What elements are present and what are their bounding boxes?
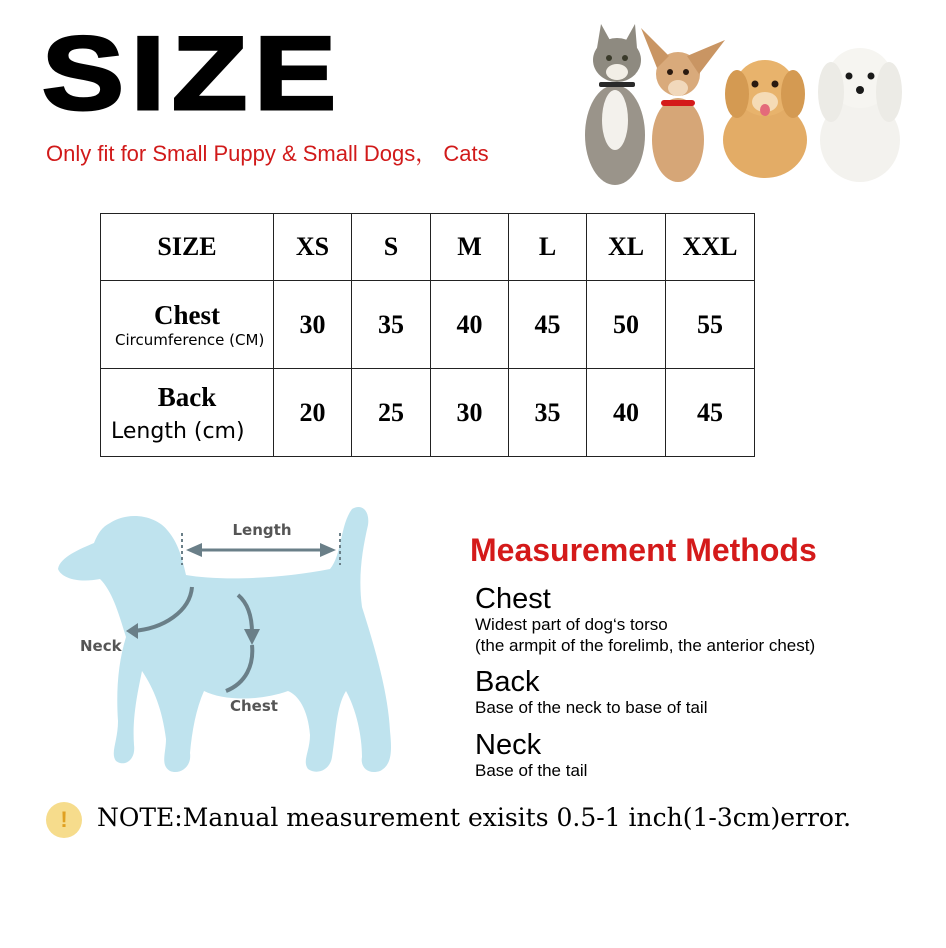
row-label-sub: Circumference (CM) xyxy=(115,331,265,349)
page-title: SIZE xyxy=(42,16,344,132)
row-label-main: Chest xyxy=(154,300,220,330)
chihuahua-image xyxy=(641,28,725,182)
method-heading: Back xyxy=(475,666,540,698)
method-text: Base of the neck to base of tail xyxy=(475,698,708,717)
table-row xyxy=(101,281,755,369)
method-heading: Chest xyxy=(475,583,551,615)
method-chest xyxy=(475,585,815,656)
dog-measurement-diagram xyxy=(40,495,440,795)
cat-image xyxy=(585,24,645,185)
note-text: NOTE:Manual measurement exisits 0.5-1 inch(1-3cm)error. xyxy=(97,803,852,832)
table-cell: 40 xyxy=(587,369,666,457)
size-xxl-header: XXL xyxy=(666,214,755,281)
method-neck xyxy=(475,731,587,781)
chest-row-label xyxy=(101,281,274,369)
table-cell: 35 xyxy=(509,369,587,457)
row-label-sub: Length (cm) xyxy=(111,418,245,444)
size-xl-header: XL xyxy=(587,214,666,281)
back-row-label xyxy=(101,369,274,457)
neck-label: Neck xyxy=(80,637,122,655)
table-row xyxy=(101,369,755,457)
pets-photo xyxy=(575,10,925,190)
size-s-header: S xyxy=(352,214,431,281)
page-subtitle: Only fit for Small Puppy & Small Dogs， Cats xyxy=(46,141,489,166)
size-table xyxy=(100,213,755,457)
length-label: Length xyxy=(232,521,292,539)
size-l-header: L xyxy=(509,214,587,281)
table-cell: 50 xyxy=(587,281,666,369)
method-text: Base of the tail xyxy=(475,761,588,780)
exclamation-icon: ! xyxy=(46,802,82,838)
methods-title: Measurement Methods xyxy=(470,532,817,568)
method-text: Widest part of dog‘s torso xyxy=(475,615,668,634)
method-text: (the armpit of the forelimb, the anterior chest) xyxy=(475,636,816,655)
table-cell: 45 xyxy=(666,369,755,457)
table-cell: 55 xyxy=(666,281,755,369)
table-cell: 35 xyxy=(352,281,431,369)
golden-puppy-image xyxy=(723,60,807,178)
method-back xyxy=(475,668,707,718)
row-label-main: Back xyxy=(157,381,217,412)
table-header-row xyxy=(101,214,755,281)
table-header-cell: SIZE xyxy=(101,214,274,281)
chest-label: Chest xyxy=(230,697,278,715)
maltese-image xyxy=(818,48,902,182)
table-cell: 25 xyxy=(352,369,431,457)
table-cell: 45 xyxy=(509,281,587,369)
size-xs-header: XS xyxy=(274,214,352,281)
table-cell: 40 xyxy=(431,281,509,369)
method-heading: Neck xyxy=(475,729,542,761)
table-cell: 30 xyxy=(431,369,509,457)
size-m-header: M xyxy=(431,214,509,281)
table-cell: 30 xyxy=(274,281,352,369)
table-cell: 20 xyxy=(274,369,352,457)
